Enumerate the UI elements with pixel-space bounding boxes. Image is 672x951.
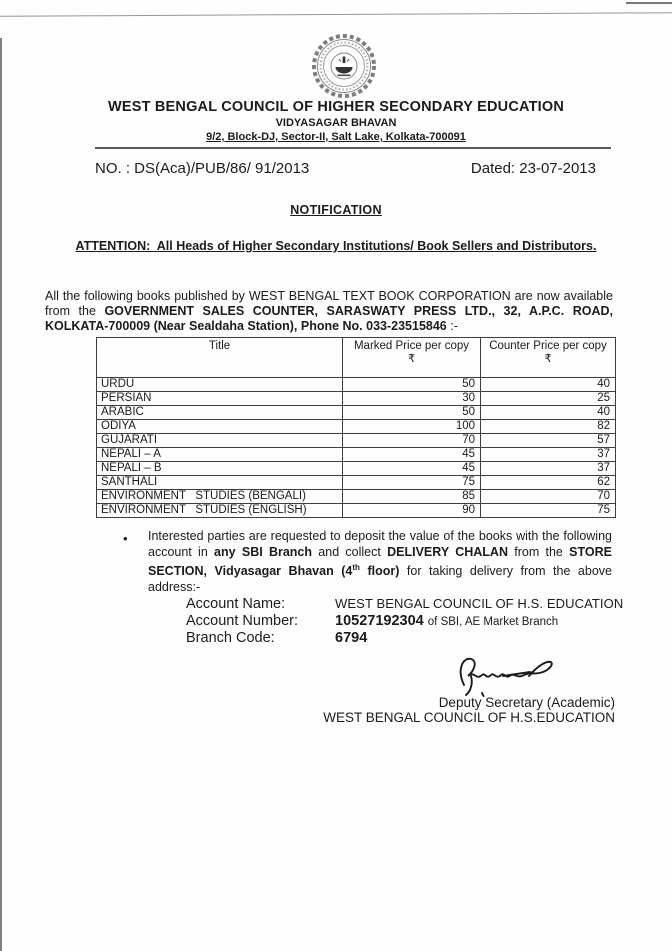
book-title: ENVIRONMENT STUDIES (BENGALI) <box>97 490 343 504</box>
scan-artifact-left-edge <box>0 38 2 951</box>
ordinal-superscript: th <box>352 563 360 573</box>
book-title: SANTHALI <box>97 476 343 490</box>
account-number-note: of SBI, AE Market Branch <box>427 615 559 628</box>
account-number-row <box>186 613 623 631</box>
marked-price: 90 <box>343 504 481 518</box>
table-row <box>97 420 616 434</box>
table-row <box>97 476 616 490</box>
col-header-counter-label: Counter Price per copy <box>489 340 607 352</box>
rupee-symbol: ₹ <box>544 353 552 365</box>
marked-price: 100 <box>343 420 481 434</box>
counter-price: 25 <box>481 392 616 406</box>
instruction-text: Interested parties are requested to deposit the value of the books with the following account in <box>148 529 612 559</box>
counter-price: 82 <box>481 420 616 434</box>
branch-code-row <box>186 630 623 647</box>
intro-paragraph <box>45 289 613 335</box>
col-header-marked-price <box>343 338 481 378</box>
col-header-marked-label: Marked Price per copy <box>353 340 470 352</box>
org-building: VIDYASAGAR BHAVAN <box>275 117 397 129</box>
counter-price: 37 <box>481 448 616 462</box>
instruction-bold-store: STORE SECTION, Vidyasagar Bhavan (4 <box>148 544 612 579</box>
book-title: NEPALI – A <box>97 448 343 462</box>
counter-price: 70 <box>481 490 616 504</box>
marked-price: 45 <box>343 462 481 476</box>
instruction-text: from the <box>507 544 570 559</box>
col-header-title <box>97 338 343 378</box>
signatory-title: Deputy Secretary (Academic) <box>438 695 615 710</box>
rupee-symbol: ₹ <box>408 353 415 365</box>
counter-price: 57 <box>481 434 616 448</box>
book-title: ENVIRONMENT STUDIES (ENGLISH) <box>97 504 343 518</box>
letterhead <box>16 99 656 143</box>
instruction-bold-sbi: any SBI Branch <box>214 544 313 559</box>
counter-price: 75 <box>481 504 616 518</box>
counter-price: 40 <box>481 406 616 420</box>
col-header-title-label: Title <box>208 340 231 352</box>
signatory-org: WEST BENGAL COUNCIL OF H.S.EDUCATION <box>323 710 615 725</box>
reference-row <box>95 160 596 177</box>
memo-date: Dated: 23-07-2013 <box>470 160 596 177</box>
table-row <box>97 392 616 406</box>
signature-handwriting <box>455 655 565 699</box>
marked-price: 50 <box>343 406 481 420</box>
council-seal-icon <box>308 30 380 102</box>
table-row <box>97 490 616 504</box>
counter-price: 62 <box>481 476 616 490</box>
counter-price: 40 <box>481 378 616 392</box>
bullet-marker: • <box>123 531 128 546</box>
marked-price: 30 <box>343 392 481 406</box>
deposit-instructions <box>148 529 612 596</box>
account-number-label: Account Number: <box>186 612 299 629</box>
scan-artifact-top-line <box>0 12 672 17</box>
marked-price: 85 <box>343 490 481 504</box>
intro-bold-sales-counter: GOVERNMENT SALES COUNTER, SARASWATY PRESS LTD., 32, A.P.C. ROAD, KOLKATA-700009 (Near Sealdaha Station), Phone No. 033-23515846 <box>45 303 613 333</box>
counter-price: 37 <box>481 462 616 476</box>
table-row <box>97 378 616 392</box>
account-name-row <box>186 596 623 613</box>
instruction-bold-chalan: DELIVERY CHALAN <box>387 544 508 559</box>
intro-text: All the following books published by WEST BENGAL TEXT BOOK CORPORATION are now available from the <box>45 288 613 318</box>
table-row <box>97 434 616 448</box>
scan-artifact-corner-line <box>626 2 672 4</box>
memo-number: NO. : DS(Aca)/PUB/86/ 91/2013 <box>95 160 310 177</box>
header-divider <box>95 147 611 149</box>
book-title: ODIYA <box>97 420 343 434</box>
instruction-text: for taking delivery from the above address:- <box>148 564 612 594</box>
marked-price: 50 <box>343 378 481 392</box>
marked-price: 45 <box>343 448 481 462</box>
notification-title: NOTIFICATION <box>290 203 382 217</box>
org-address: 9/2, Block-DJ, Sector-II, Salt Lake, Kolkata-700091 <box>206 131 466 143</box>
book-title: NEPALI – B <box>97 462 343 476</box>
instruction-text: and collect <box>312 544 388 559</box>
marked-price: 70 <box>343 434 481 448</box>
account-name-value: WEST BENGAL COUNCIL OF H.S. EDUCATION <box>335 596 624 611</box>
intro-text-end: :- <box>446 318 458 333</box>
table-row <box>97 406 616 420</box>
account-details <box>186 596 623 647</box>
attention-line: ATTENTION: All Heads of Higher Secondary Institutions/ Book Sellers and Distributors. <box>75 239 597 253</box>
book-price-table <box>96 337 616 518</box>
org-name: WEST BENGAL COUNCIL OF HIGHER SECONDARY EDUCATION <box>107 99 565 115</box>
table-header-row <box>97 338 616 378</box>
account-number-value: 10527192304 <box>335 612 424 629</box>
book-title: PERSIAN <box>97 392 343 406</box>
table-row <box>97 504 616 518</box>
marked-price: 75 <box>343 476 481 490</box>
col-header-counter-price <box>481 338 616 378</box>
table-row <box>97 462 616 476</box>
branch-code-value: 6794 <box>335 630 368 646</box>
book-title: ARABIC <box>97 406 343 420</box>
instruction-bold-floor: floor) <box>359 564 400 579</box>
book-title: URDU <box>97 378 343 392</box>
branch-code-label: Branch Code: <box>186 630 275 646</box>
account-name-label: Account Name: <box>186 596 286 612</box>
table-row <box>97 448 616 462</box>
book-title: GUJARATI <box>97 434 343 448</box>
